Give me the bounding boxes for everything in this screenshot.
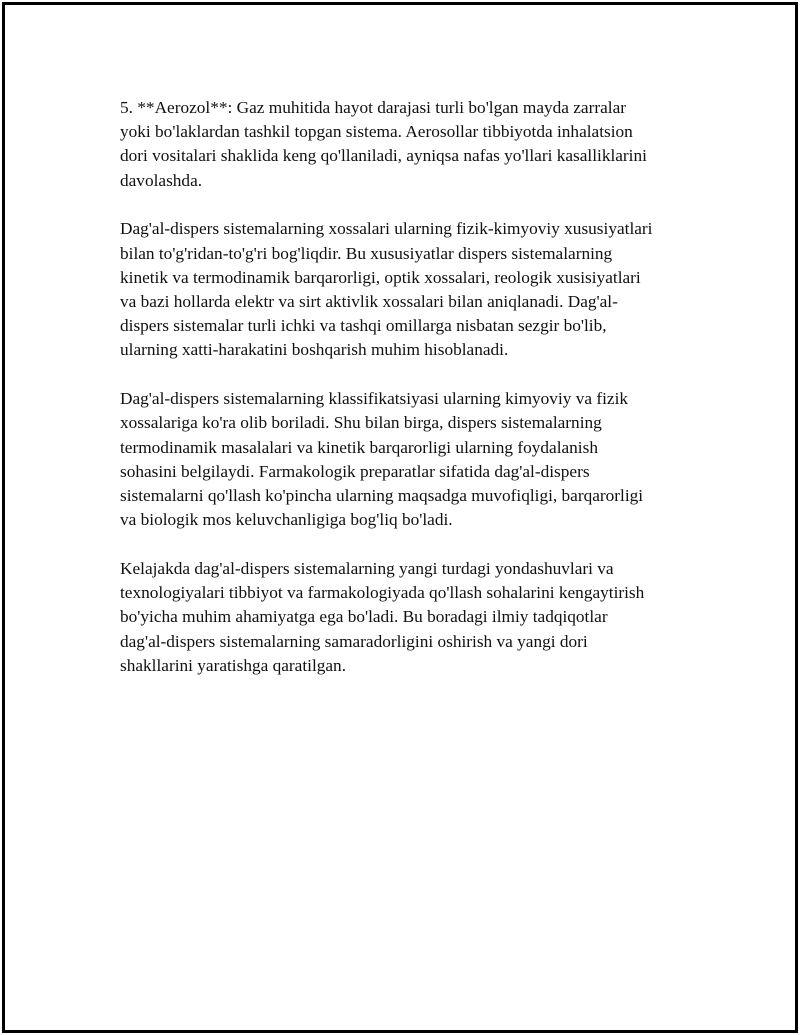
page-frame (2, 2, 798, 1033)
paragraph-aerozol: 5. **Aerozol**: Gaz muhitida hayot darajasi turli bo'lgan mayda zarralar yoki bo'laklardan tashkil topgan sistema. Aerosollar tibbiyotda inhalatsion dori vositalari shaklida keng qo'llaniladi, ayniqsa nafas yo'llari kasalliklarini davolashda. (120, 98, 647, 190)
paragraph-future: Kelajakda dag'al-dispers sistemalarning yangi turdagi yondashuvlari va texnologiyalari tibbiyot va farmakologiyada qo'llash sohalarini kengaytirish bo'yicha muhim ahamiyatga ega bo'ladi. Bu boradagi ilmiy tadqiqotlar dag'al-dispers sistemalarning samaradorligini oshirish va yangi dori shakllarini yaratishga qaratilgan. (120, 559, 645, 675)
paragraph-properties: Dag'al-dispers sistemalarning xossalari ularning fizik-kimyoviy xususiyatlari bilan to'g'ridan-to'g'ri bog'liqdir. Bu xususiyatlar dispers sistemalarning kinetik va termodinamik barqarorligi, optik xossalari, reologik xusisiyatlari va bazi hollarda elektr va sirt aktivlik xossalari bilan aniqlanadi. Dag'al- dispers sistemalar turli ichki va tashqi omillarga nisbatan sezgir bo'lib, ularning xatti-harakatini boshqarish muhim hisoblanadi. (120, 219, 653, 360)
paragraph-classification: Dag'al-dispers sistemalarning klassifikatsiyasi ularning kimyoviy va fizik xossalariga ko'ra olib boriladi. Shu bilan birga, dispers sistemalarning termodinamik masalalari va kinetik barqarorligi ularning foydalanish sohasini belgilaydi. Farmakologik preparatlar sifatida dag'al-dispers sistemalarni qo'llash ko'pincha ularning maqsadga muvofiqligi, barqarorligi va biologik mos keluvchanligiga bog'liq bo'ladi. (120, 389, 644, 530)
document-body (120, 96, 700, 703)
